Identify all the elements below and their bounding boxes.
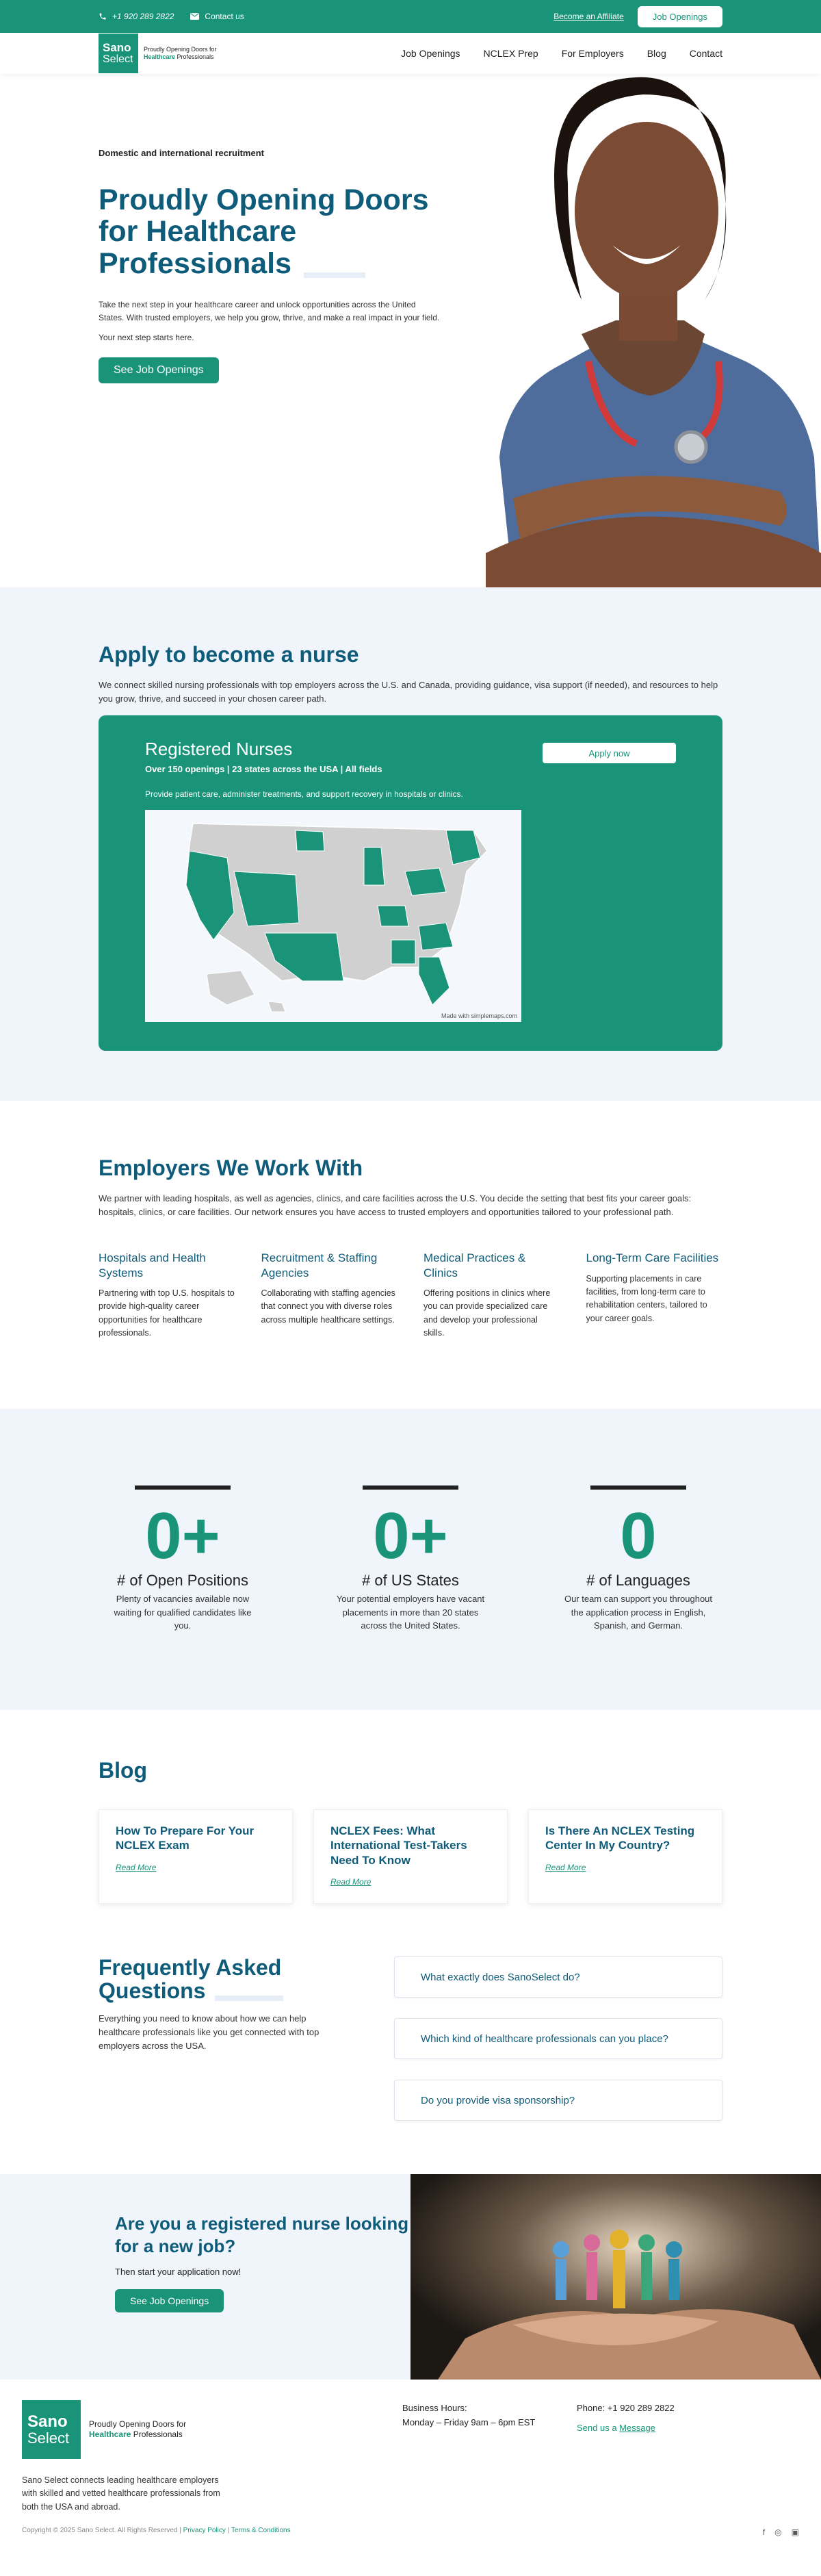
registered-nurses-card: [99, 715, 722, 1051]
us-states-map[interactable]: [145, 810, 521, 1022]
logo-tag-rest: Professionals: [131, 2430, 183, 2439]
employer-type-title: Long-Term Care Facilities: [586, 1251, 719, 1265]
rn-card-title: Registered Nurses: [145, 739, 293, 760]
send-message-prefix: Send us a: [577, 2422, 620, 2433]
faq-title-text: Frequently Asked Questions: [99, 1955, 282, 2003]
footer-phone[interactable]: Phone: +1 920 289 2822: [577, 2403, 675, 2413]
employer-type-card: [586, 1251, 723, 1340]
topbar-job-openings-button[interactable]: Job Openings: [638, 6, 722, 27]
copyright-text: Copyright © 2025 Sano Select. All Rights Reserved |: [22, 2527, 183, 2534]
logo-mark: [99, 34, 138, 73]
stat-label: # of US States: [362, 1572, 459, 1589]
cta-section: [0, 2174, 821, 2380]
title-underline-decoration: [215, 1995, 283, 2001]
faq-item[interactable]: Do you provide visa sponsorship?: [394, 2080, 722, 2121]
stat-text: Plenty of vacancies available now waiting for qualified candidates like you.: [114, 1594, 252, 1631]
logo-tag-line1: Proudly Opening Doors for: [144, 45, 217, 53]
faq-item[interactable]: Which kind of healthcare professionals can you place?: [394, 2018, 722, 2059]
hero-see-job-openings-button[interactable]: See Job Openings: [99, 357, 219, 383]
cta-title: Are you a registered nurse looking for a new job?: [115, 2213, 409, 2256]
nav-for-employers[interactable]: For Employers: [561, 48, 624, 59]
blog-card[interactable]: [99, 1809, 293, 1904]
blog-post-title[interactable]: Is There An NCLEX Testing Center In My Country?: [545, 1824, 695, 1852]
logo-tag-highlight: Healthcare: [144, 53, 176, 60]
employers-section: [0, 1101, 821, 1409]
blog-post-title[interactable]: How To Prepare For Your NCLEX Exam: [116, 1824, 255, 1852]
social-links: [763, 2527, 799, 2537]
phone-text: +1 920 289 2822: [112, 12, 174, 21]
logo-line1: Sano: [27, 2412, 68, 2431]
facebook-icon[interactable]: f: [762, 2527, 766, 2537]
footer: [0, 2380, 821, 2551]
faq-item[interactable]: What exactly does SanoSelect do?: [394, 1956, 722, 1998]
faq-description: Everything you need to know about how we can help healthcare professionals like you get connected with top employers across the USA.: [99, 2013, 320, 2052]
stat-number: 0+: [373, 1499, 448, 1572]
instagram-icon[interactable]: ◎: [774, 2527, 782, 2537]
stat-divider: [135, 1485, 231, 1490]
blog-title: Blog: [99, 1758, 148, 1783]
message-link[interactable]: Message: [619, 2422, 655, 2433]
blog-card[interactable]: [313, 1809, 508, 1904]
read-more-link[interactable]: Read More: [545, 1862, 586, 1872]
phone-icon: [99, 12, 107, 21]
faq-title: [99, 1956, 333, 2001]
stat-label: # of Languages: [586, 1572, 690, 1589]
logo[interactable]: [99, 34, 217, 73]
read-more-link[interactable]: Read More: [330, 1876, 372, 1887]
business-hours-value: Monday – Friday 9am – 6pm EST: [402, 2416, 536, 2427]
hero-section: [0, 74, 821, 587]
rn-card-description: Provide patient care, administer treatments, and support recovery in hospitals or clinics.: [145, 789, 463, 800]
stat-divider: [363, 1485, 458, 1490]
stat-text: Your potential employers have vacant placements in more than 20 states across the United States.: [336, 1594, 485, 1631]
stat-number: 0: [620, 1499, 657, 1572]
logo-line2: Select: [103, 53, 133, 65]
rn-card-subtitle: Over 150 openings | 23 states across the USA | All fields: [145, 764, 382, 775]
stats-section: [0, 1409, 821, 1710]
stat-divider: [590, 1485, 686, 1490]
nav-nclex-prep[interactable]: NCLEX Prep: [483, 48, 538, 59]
footer-contact: [577, 2401, 675, 2436]
employers-title: Employers We Work With: [99, 1156, 363, 1180]
apply-title: Apply to become a nurse: [99, 642, 359, 667]
contact-text: Contact us: [205, 12, 244, 21]
logo-tagline: [144, 46, 217, 62]
nurse-photo: [458, 74, 821, 587]
hero-title: [99, 184, 441, 278]
us-map-graphic: [145, 810, 521, 1022]
employer-type-title: Recruitment & Staffing Agencies: [261, 1251, 378, 1279]
logo-tag-line1: Proudly Opening Doors for: [89, 2419, 187, 2429]
hero-eyebrow: Domestic and international recruitment: [99, 148, 264, 158]
footer-separator: |: [225, 2527, 231, 2534]
title-underline-decoration: [304, 272, 365, 278]
apply-description: We connect skilled nursing professionals with top employers across the U.S. and Canada, providing guidance, visa support (if needed), and resources to help you grow, thrive, and succeed in your chosen career path.: [99, 680, 718, 704]
stat-text: Our team can support you throughout the application process in English, Spanish, and German.: [564, 1594, 713, 1631]
logo-mark: [22, 2400, 81, 2459]
faq-section: [0, 1956, 821, 2174]
stat-open-positions: [69, 1485, 297, 1710]
apply-now-button[interactable]: Apply now: [543, 743, 676, 763]
linkedin-icon[interactable]: ▣: [791, 2527, 799, 2537]
stat-languages: [525, 1485, 753, 1710]
nav-job-openings[interactable]: Job Openings: [401, 48, 460, 59]
blog-grid: [99, 1809, 722, 1904]
top-bar: [0, 0, 821, 33]
hands-paper-people-photo: [410, 2174, 821, 2380]
employer-type-text: Offering positions in clinics where you can provide specialized care and develop your professional skills.: [423, 1288, 551, 1338]
business-hours: [402, 2401, 535, 2430]
nav-contact[interactable]: Contact: [689, 48, 722, 59]
employer-type-title: Medical Practices & Clinics: [423, 1251, 526, 1279]
logo-tag-rest: Professionals: [175, 53, 214, 60]
privacy-policy-link[interactable]: Privacy Policy: [183, 2527, 226, 2534]
footer-description: Sano Select connects leading healthcare employers with skilled and vetted healthcare professionals from both the USA and abroad.: [22, 2475, 220, 2512]
employer-type-card: [261, 1251, 398, 1340]
send-message: [577, 2421, 675, 2436]
cta-subtitle: Then start your application now!: [115, 2267, 242, 2277]
logo-line1: Sano: [103, 40, 131, 54]
employer-type-card: [99, 1251, 235, 1340]
employer-type-text: Collaborating with staffing agencies that connect you with diverse roles across multiple healthcare settings.: [261, 1288, 395, 1325]
employers-description: We partner with leading hospitals, as well as agencies, clinics, and care facilities across the U.S. You decide the setting that best fits your career goals: hospitals, clinics, or care facilities. Our network ensures you have access to trusted employers and opportunities tailored to your professional path.: [99, 1193, 692, 1218]
contact-link[interactable]: [190, 12, 244, 21]
cta-see-job-openings-button[interactable]: See Job Openings: [115, 2289, 224, 2312]
blog-post-title[interactable]: NCLEX Fees: What International Test-Takers Need To Know: [330, 1824, 467, 1867]
main-nav: [0, 33, 821, 74]
mail-icon: [190, 13, 199, 20]
stat-label: # of Open Positions: [116, 1572, 248, 1589]
hero-title-text: Proudly Opening Doors for Healthcare Professionals: [99, 183, 429, 280]
blog-card[interactable]: [528, 1809, 722, 1904]
logo-line2: Select: [27, 2430, 70, 2447]
map-credit[interactable]: Made with simplemaps.com: [441, 1012, 517, 1020]
nav-blog[interactable]: Blog: [647, 48, 666, 59]
business-hours-label: Business Hours:: [402, 2403, 467, 2413]
logo-tagline: [89, 2419, 186, 2440]
employer-type-text: Supporting placements in care facilities, from long-term care to rehabilitation centers, tailored to your career goals.: [586, 1273, 707, 1323]
hero-description: Take the next step in your healthcare career and unlock opportunities across the United States. With trusted employers, we help you grow, thrive, and make a real impact in your field.: [99, 300, 440, 322]
logo-tag-highlight: Healthcare: [89, 2430, 131, 2439]
stat-number: 0+: [145, 1499, 220, 1572]
terms-link[interactable]: Terms & Conditions: [231, 2527, 291, 2534]
nav-links: [401, 48, 722, 59]
employers-grid: [99, 1251, 722, 1340]
faq-list: [394, 1956, 722, 2174]
affiliate-link[interactable]: Become an Affiliate: [553, 12, 624, 21]
blog-section: [0, 1710, 821, 1956]
copyright: [22, 2527, 291, 2534]
employer-type-title: Hospitals and Health Systems: [99, 1251, 206, 1279]
apply-section: [0, 587, 821, 1101]
stat-us-states: [297, 1485, 525, 1710]
employer-type-text: Partnering with top U.S. hospitals to provide high-quality career opportunities for healthcare professionals.: [99, 1288, 235, 1338]
employer-type-card: [423, 1251, 560, 1340]
hero-next-step: Your next step starts here.: [99, 332, 194, 342]
read-more-link[interactable]: Read More: [116, 1862, 157, 1872]
phone-link[interactable]: [99, 12, 174, 21]
